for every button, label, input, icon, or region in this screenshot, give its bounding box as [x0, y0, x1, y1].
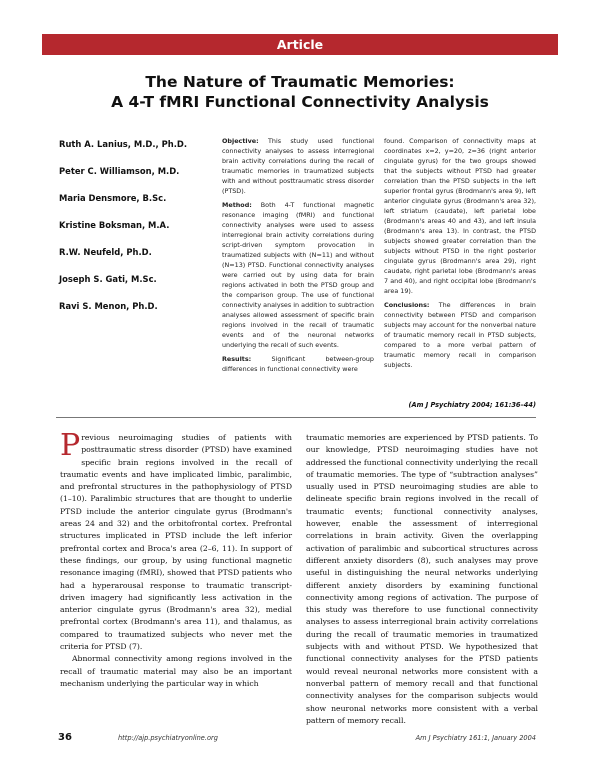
abstract-method: [222, 200, 374, 350]
author-name: Ravi S. Menon, Ph.D.: [59, 301, 158, 311]
body-paragraph-1: [60, 428, 292, 653]
section-banner: Article: [42, 34, 558, 55]
results-label: Results:: [222, 355, 252, 363]
body-paragraph-2-continued: traumatic memories are experienced by PTSD patients. To our knowledge, PTSD neuroimaging studies have not addressed the functional connectivity underlying the recall of traumatic memories. The type of “subtraction analyses” usually used in PTSD neuroimaging studies are able to delineate specific brain regions involved in the recall of traumatic events; functional connectivity analyses, however, enable the assessment of interregional correlations in brain activity. Given the overlapping activation of paralimbic and subcortical structures across different anxiety disorders (8), such analyses may prove useful in distinguishing the neural networks underlying different anxiety disorders by examining functional connectivity among regions of activation. The purpose of this study was therefore to use functional connectivity analyses to assess interregional brain activity correlations during the recall of traumatic memories in traumatized subjects with and without PTSD. We hypothesized that functional connectivity analyses for the PTSD patients would reveal neuronal networks more consistent with a nonverbal pattern of memory recall and that functional connectivity analyses for the comparison subjects would show neuronal networks more consistent with a verbal pattern of memory recall.: [306, 433, 538, 725]
author-name: R.W. Neufeld, Ph.D.: [59, 247, 152, 257]
objective-text: This study used functional connectivity analyses to assess interregional brain activity correlations during the recall of traumatic memories in traumatized subjects with and without posttraumatic stress disorder (PTSD).: [222, 137, 374, 195]
journal-citation: (Am J Psychiatry 2004; 161:36–44): [408, 401, 536, 409]
body-column-left: [60, 428, 292, 690]
article-title: [42, 72, 558, 112]
results-text: Significant between-group differences in functional connectivity were: [222, 355, 374, 373]
title-line-1: The Nature of Traumatic Memories:: [145, 73, 455, 91]
body-paragraph-2: [60, 653, 292, 690]
conclusions-text: The differences in brain connectivity between PTSD and comparison subjects may account for the nonverbal nature of traumatic memory recall in PTSD subjects, compared to a more verbal pattern of traumatic memory recall in comparison subjects.: [384, 301, 536, 369]
author-name: Kristine Boksman, M.A.: [59, 220, 170, 230]
body-column-right: [306, 432, 538, 727]
conclusions-label: Conclusions:: [384, 301, 430, 309]
abstract-objective: [222, 136, 374, 196]
journal-issue: Am J Psychiatry 161:1, January 2004: [415, 734, 536, 742]
abstract-conclusions: [384, 300, 536, 370]
page-number: 36: [58, 732, 72, 743]
abstract-results: [222, 354, 374, 374]
abstract-results-continued: [384, 136, 536, 296]
drop-cap: P: [60, 428, 81, 463]
paragraph-text: Abnormal connectivity among regions involved in the recall of traumatic material may also be an important mechanism underlying the particular way in which: [60, 654, 292, 688]
author-name: Maria Densmore, B.Sc.: [59, 193, 167, 203]
method-label: Method:: [222, 201, 252, 209]
author-name: Ruth A. Lanius, M.D., Ph.D.: [59, 139, 188, 149]
paragraph-text: revious neuroimaging studies of patients with posttraumatic stress disorder (PTSD) have examined specific brain regions involved in the recall of traumatic events and have implicated limbic, paralimbic, and prefrontal structures in the pathophysiology of PTSD (1–10). Paralimbic structures that are thought to underlie PTSD include the anterior cingulate gyrus (Brodmann's areas 24 and 32) and the orbitofrontal cortex. Prefrontal structures implicated in PTSD include the left inferior prefrontal cortex and Broca's area (2–6, 11). In support of these findings, our group, by using functional magnetic resonance imaging (fMRI), showed that PTSD patients who had a hyperarousal response to traumatic transcript-driven imagery had significantly less activation in the anterior cingulate gyrus (Brodmann's area 32), medial prefrontal cortex (Brodmann's area 11), and thalamus, as compared to traumatized subjects who never met the criteria for PTSD (7).: [60, 433, 292, 652]
abstract-column-right: [384, 136, 536, 374]
abstract-column-left: [222, 136, 374, 378]
journal-url-link[interactable]: http://ajp.psychiatryonline.org: [118, 734, 218, 742]
author-list: [59, 138, 219, 327]
title-line-2: A 4-T fMRI Functional Connectivity Analysis: [111, 93, 489, 111]
section-divider: [56, 417, 536, 418]
author-name: Joseph S. Gati, M.Sc.: [59, 274, 157, 284]
objective-label: Objective:: [222, 137, 259, 145]
method-text: Both 4-T functional magnetic resonance imaging (fMRI) and functional connectivity analyses were used to assess interregional brain activity correlations during script-driven symptom provocation in traumatized subjects with (N=11) and without (N=13) PTSD. Functional connectivity analyses were carried out by using data for brain regions activated in both the PTSD group and the comparison group. The use of functional connectivity analyses in addition to subtraction analyses allowed assessment of specific brain regions involved in the recall of traumatic events and of the neuronal networks underlying the recall of such events.: [222, 201, 374, 349]
author-name: Peter C. Williamson, M.D.: [59, 166, 180, 176]
results-text-continued: found. Comparison of connectivity maps at coordinates x=2, y=20, z=36 (right anterior cingulate gyrus) for the two groups showed that the subjects without PTSD had greater correlation than the PTSD subjects in the left superior frontal gyrus (Brodmann's area 9), left anterior cingulate gyrus (Brodmann's area 32), left striatum (caudate), left parietal lobe (Brodmann's areas 40 and 43), and left insula (Brodmann's area 13). In contrast, the PTSD subjects showed greater correlation than the subjects without PTSD in the right posterior cingulate gyrus (Brodmann's area 29), right caudate, right parietal lobe (Brodmann's areas 7 and 40), and right occipital lobe (Brodmann's area 19).: [384, 137, 536, 295]
